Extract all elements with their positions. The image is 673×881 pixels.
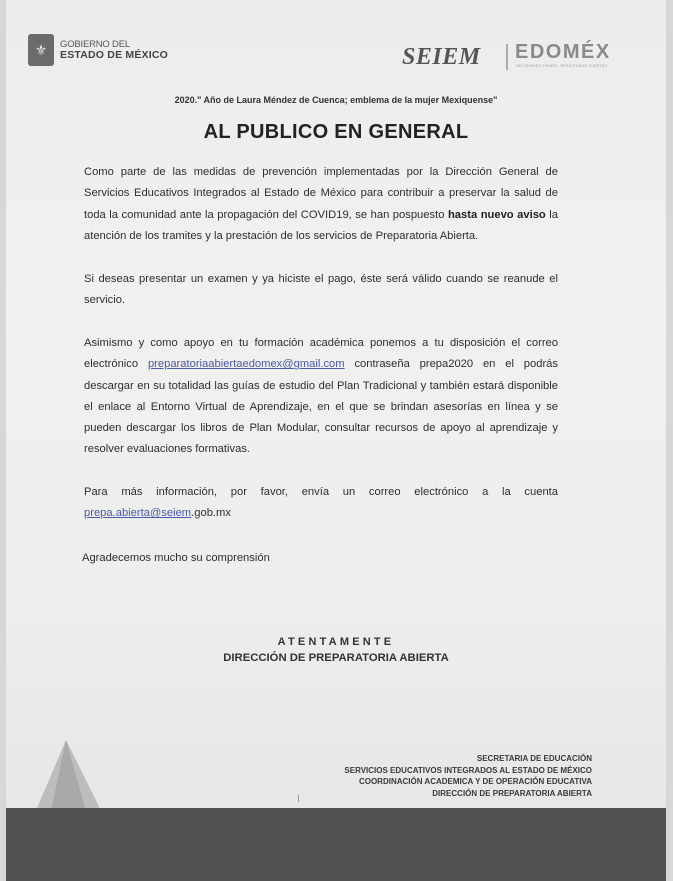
- p1-text-a: Como parte de las medidas de prevención implementadas por la Dirección General de Servicios Educativos Integrados al Estado de México para contribuir a preservar la salud de toda la comunidad ante la propagación del COVID19, se han pospuesto: [84, 166, 558, 221]
- logo-divider: [506, 44, 508, 70]
- p3-text-b: contraseña prepa2020 en el podrás descargar en su totalidad las guías de estudio del Plan Tradicional y también estará disponible el enlace al Entorno Virtual de Aprendizaje, en el que se brindan asesorías en línea y se pueden descargar los libros de Plan Modular, consultar recursos de apoyo al aprendizaje y resolver evaluaciones formativas.: [84, 358, 558, 456]
- footer-bar: [6, 808, 666, 881]
- paragraph-thanks: Agradecemos mucho su comprensión: [82, 552, 270, 564]
- p1-bold-text: hasta nuevo aviso: [447, 208, 546, 221]
- government-logo: [28, 34, 168, 66]
- edomex-logo: EDOMÉX: [515, 41, 611, 63]
- footer-line4: DIRECCIÓN DE PREPARATORIA ABIERTA: [432, 788, 592, 798]
- government-name: [60, 39, 168, 61]
- p4-text-b: .gob.mx: [191, 507, 231, 520]
- p4-text-a: Para más información, por favor, envía un correo electrónico a la cuenta: [84, 486, 558, 498]
- footer-mark: [298, 795, 299, 802]
- signature-atentamente: ATENTAMENTE: [277, 636, 395, 648]
- government-name-line2: ESTADO DE MÉXICO: [60, 49, 169, 61]
- state-seal-icon: ⚜: [28, 34, 54, 66]
- paragraph-exam: Si deseas presentar un examen y ya hiciste el pago, éste será válido cuando se reanude el servicio.: [84, 273, 558, 307]
- year-motto: 2020." Año de Laura Méndez de Cuenca; emblema de la mujer Mexiquense": [174, 95, 498, 105]
- footer-line2: SERVICIOS EDUCATIVOS INTEGRADOS AL ESTADO DE MÉXICO: [344, 765, 592, 775]
- paragraph-resources: [84, 333, 558, 461]
- document-page: [6, 0, 666, 881]
- p1-text-b: la atención de los tramites y la prestación de los servicios de Preparatoria Abierta.: [84, 208, 558, 242]
- document-title: AL PUBLICO EN GENERAL: [203, 121, 469, 143]
- p3-text-a: Asimismo y como apoyo en tu formación académica ponemos a tu disposición el correo electrónico: [84, 337, 558, 371]
- government-name-line1: GOBIERNO DEL: [60, 39, 130, 50]
- signature-direction: DIRECCIÓN DE PREPARATORIA ABIERTA: [223, 652, 449, 664]
- email-link-gmail[interactable]: preparatoriaabiertaedomex@gmail.com: [147, 358, 345, 371]
- footer-institution: [344, 753, 592, 799]
- paragraph-prevention: [84, 162, 558, 247]
- footer-line1: SECRETARIA DE EDUCACIÓN: [476, 754, 592, 763]
- footer-line3: COORDINACIÓN ACADEMICA Y DE OPERACIÓN EDUCATIVA: [358, 777, 592, 787]
- paragraph-contact: [84, 482, 558, 525]
- edomex-tagline: DECISIONES FIRMES, RESULTADOS FUERTES: [516, 64, 608, 68]
- seiem-logo: SEIEM: [402, 44, 481, 70]
- email-link-seiem[interactable]: prepa.abierta@seiem: [84, 507, 192, 520]
